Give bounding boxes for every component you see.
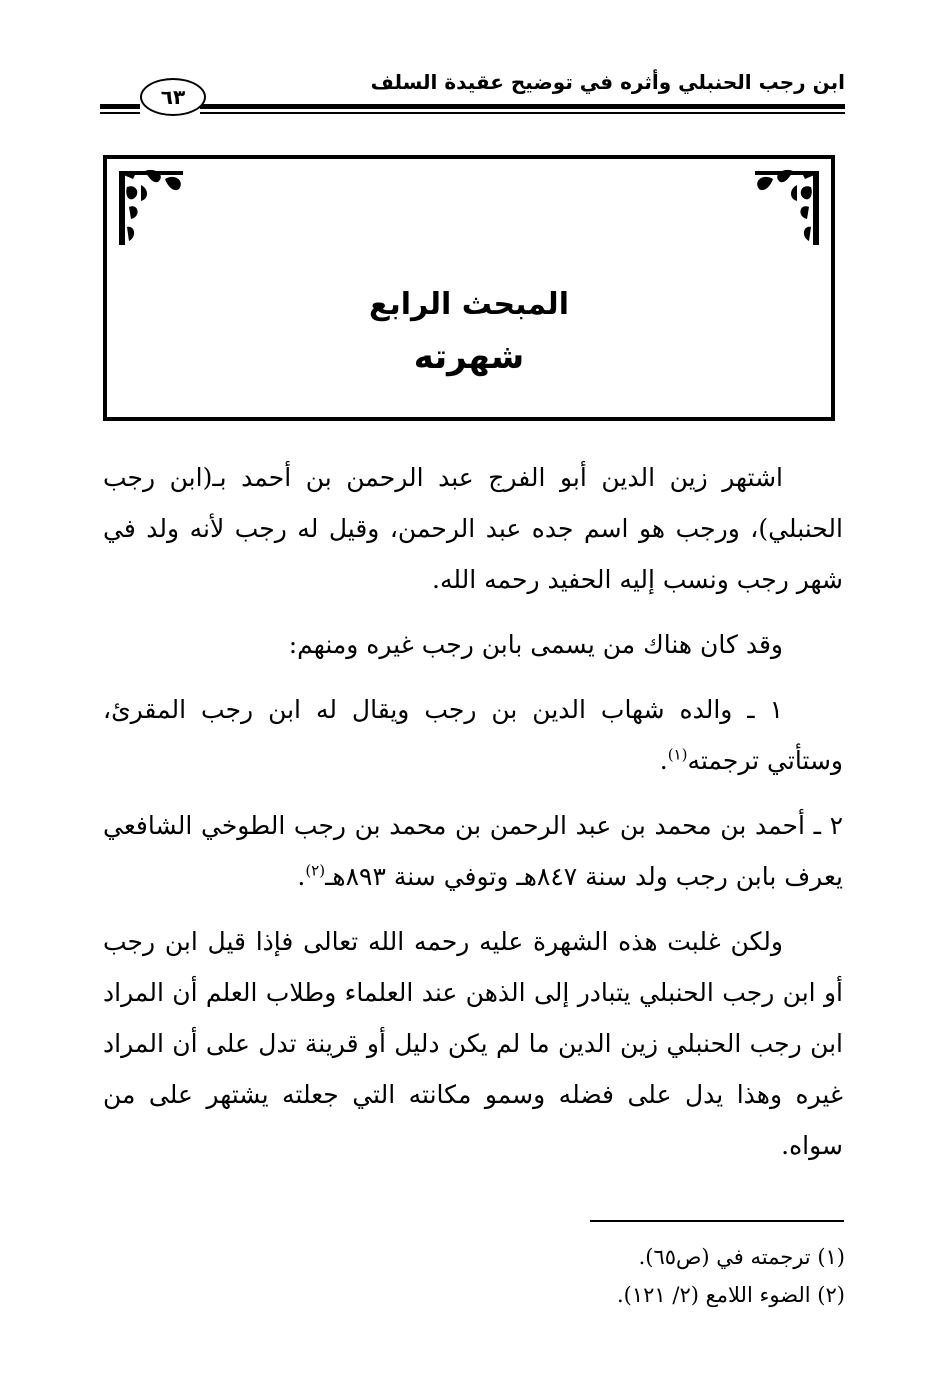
section-heading: المبحث الرابع	[369, 287, 569, 322]
corner-ornament-right-icon	[751, 167, 823, 249]
header-rule-left-thick	[100, 104, 140, 109]
corner-ornament-left-icon	[115, 167, 187, 249]
paragraph-4: ٢ ـ أحمد بن محمد بن عبد الرحمن بن محمد بن رجب الطوخي الشافعي يعرف بابن رجب ولد سنة ٨٤٧هـ وتوفي سنة ٨٩٣هـ$^{(٢)}$.	[103, 811, 843, 891]
paragraph-2: وقد كان هناك من يسمى بابن رجب غيره ومنهم:	[288, 630, 783, 659]
footnotes	[245, 1238, 845, 1314]
paragraph-1: اشتهر زين الدين أبو الفرج عبد الرحمن بن أحمد بـ(ابن رجب الحنبلي)، ورجب هو اسم جده عبد الرحمن، وقيل له رجب لأنه ولد في شهر رجب ونسب إليه الحفيد رحمه الله.	[103, 463, 843, 594]
header-rule-thin	[200, 112, 845, 114]
running-title: ابن رجب الحنبلي وأثره في توضيح عقيدة السلف	[370, 70, 845, 94]
footnote-2: (٢) الضوء اللامع (٢/ ١٢١).	[616, 1283, 845, 1307]
paragraph-5: ولكن غلبت هذه الشهرة عليه رحمه الله تعالى فإذا قيل ابن رجب أو ابن رجب الحنبلي يتبادر إلى الذهن عند العلماء وطلاب العلم أن المراد ابن رجب الحنبلي زين الدين ما لم يكن دليل أو قرينة تدل على أن المراد غيره وهذا يدل على فضله وسمو مكانته التي جعلته يشتهر على من سواه.	[103, 927, 843, 1160]
header-rule-thick	[200, 104, 845, 109]
footnote-ref-2: (٢)	[305, 861, 326, 880]
footnote-separator	[590, 1220, 844, 1222]
page-number: ٦٣	[140, 78, 206, 116]
paragraph-3-text: ١ ـ والده شهاب الدين بن رجب ويقال له ابن رجب المقرئ، وستأتي ترجمته	[103, 695, 843, 775]
footnote-1: (١) ترجمته في (ص٦٥).	[638, 1245, 845, 1269]
footnote-ref-1: (١)	[667, 745, 688, 764]
section-title-frame	[103, 155, 835, 421]
paragraph-4-text: ٢ ـ أحمد بن محمد بن عبد الرحمن بن محمد بن رجب الطوخي الشافعي يعرف بابن رجب ولد سنة ٨٤٧هـ وتوفي سنة ٨٩٣هـ	[103, 811, 843, 891]
header-rule-left-thin	[100, 112, 140, 114]
paragraph-3: ١ ـ والده شهاب الدين بن رجب ويقال له ابن رجب المقرئ، وستأتي ترجمته$^{(١)}$.	[103, 695, 843, 775]
body-text	[103, 452, 843, 1185]
page-header	[100, 58, 845, 118]
section-subheading: شهرته	[413, 337, 525, 377]
